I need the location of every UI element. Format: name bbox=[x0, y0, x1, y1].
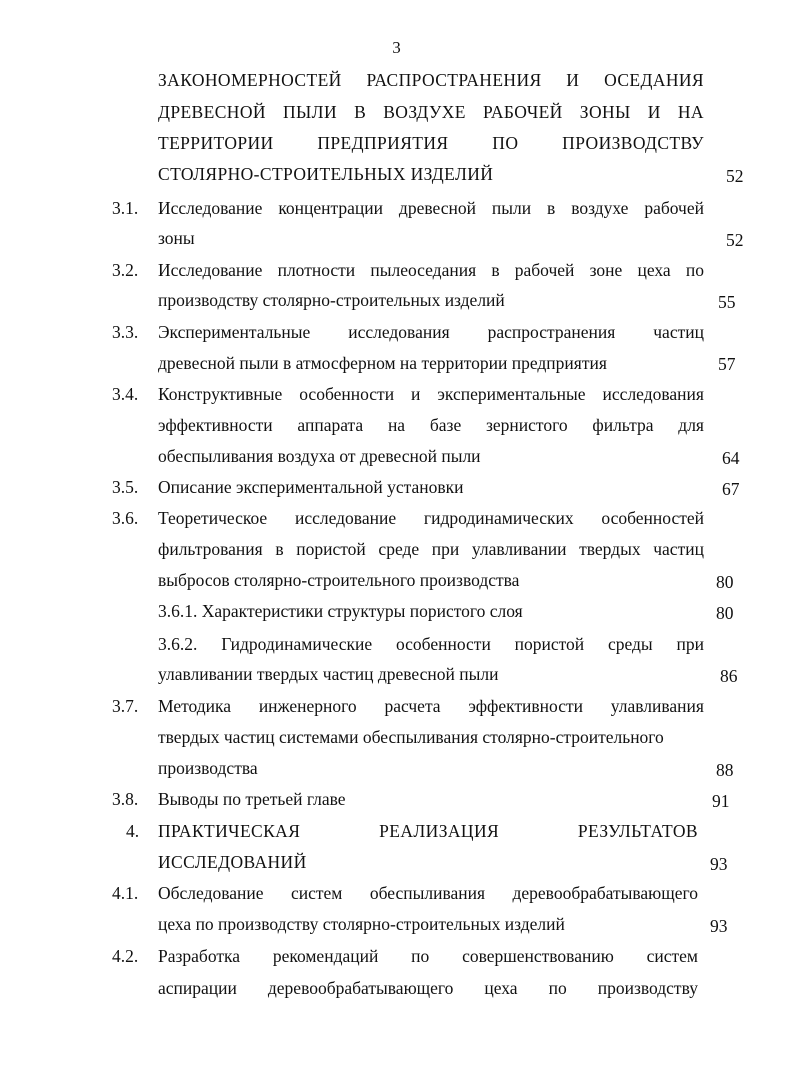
word: инженерного bbox=[258, 696, 357, 716]
page-ref: 93 bbox=[710, 916, 728, 936]
s3-1-line2: зоны bbox=[158, 228, 195, 248]
word: эффективности bbox=[158, 415, 273, 435]
word: РАСПРОСТРАНЕНИЯ bbox=[366, 70, 542, 90]
word: 3.6.2. bbox=[158, 634, 198, 654]
word: и bbox=[411, 384, 421, 404]
word: аппарата bbox=[297, 415, 364, 435]
s3-1-line1 bbox=[158, 198, 704, 218]
word: особенности bbox=[299, 384, 395, 404]
word: Исследование bbox=[158, 198, 263, 218]
word: ЗОНЫ bbox=[579, 102, 631, 122]
ch3-title-line1 bbox=[158, 70, 704, 90]
word: твердых bbox=[579, 539, 641, 559]
word: Методика bbox=[158, 696, 232, 716]
section-number: 3.7. bbox=[112, 696, 139, 716]
word: производству bbox=[597, 978, 698, 998]
word: ВОЗДУХЕ bbox=[383, 102, 466, 122]
word: аспирации bbox=[158, 978, 237, 998]
word: плотности bbox=[277, 260, 356, 280]
s3-2-line1 bbox=[158, 260, 704, 280]
page-ref: 80 bbox=[716, 572, 734, 592]
word: систем bbox=[290, 883, 343, 903]
section-number: 4.1. bbox=[112, 883, 139, 903]
word: ПРАКТИЧЕСКАЯ bbox=[158, 821, 301, 841]
word: зернистого bbox=[486, 415, 568, 435]
word: улавливания bbox=[610, 696, 704, 716]
word: в bbox=[547, 198, 556, 218]
word: улавливании bbox=[471, 539, 567, 559]
word: И bbox=[566, 70, 580, 90]
s3-6-line1 bbox=[158, 508, 704, 528]
word: цеха bbox=[637, 260, 671, 280]
word: для bbox=[678, 415, 704, 435]
word: деревообрабатывающего bbox=[512, 883, 698, 903]
s4-2-line1 bbox=[158, 946, 698, 966]
word: ПРЕДПРИЯТИЯ bbox=[317, 133, 449, 153]
word: пыли bbox=[491, 198, 532, 218]
section-number: 4.2. bbox=[112, 946, 139, 966]
word: ТЕРРИТОРИИ bbox=[158, 133, 274, 153]
word: Исследование bbox=[158, 260, 263, 280]
ch4-line2: ИССЛЕДОВАНИЙ bbox=[158, 852, 307, 872]
word: исследования bbox=[348, 322, 450, 342]
word: фильтра bbox=[592, 415, 654, 435]
word: по bbox=[685, 260, 704, 280]
word: при bbox=[431, 539, 460, 559]
word: Теоретическое bbox=[158, 508, 268, 528]
page-ref: 57 bbox=[718, 354, 736, 374]
word: ПЫЛИ bbox=[282, 102, 337, 122]
word: базе bbox=[429, 415, 462, 435]
word: среды bbox=[607, 634, 653, 654]
word: Разработка bbox=[158, 946, 241, 966]
s3-7-line2: твердых частиц системами обеспыливания столярно-строительного bbox=[158, 727, 664, 747]
word: зоне bbox=[589, 260, 623, 280]
page-ref: 91 bbox=[712, 791, 730, 811]
page-ref: 52 bbox=[726, 166, 744, 186]
page-ref: 93 bbox=[710, 854, 728, 874]
word: совершенствованию bbox=[462, 946, 614, 966]
word: в bbox=[491, 260, 500, 280]
word: И bbox=[647, 102, 661, 122]
word: эффективности bbox=[468, 696, 583, 716]
ch4-line1 bbox=[158, 821, 698, 841]
s3-8-line1: Выводы по третьей главе bbox=[158, 789, 346, 809]
s3-3-line2: древесной пыли в атмосферном на территории предприятия bbox=[158, 353, 607, 373]
word: концентрации bbox=[278, 198, 384, 218]
word: воздухе bbox=[571, 198, 629, 218]
page-ref: 80 bbox=[716, 603, 734, 623]
word: В bbox=[354, 102, 367, 122]
s3-4-line1 bbox=[158, 384, 704, 404]
ch3-title-line4: СТОЛЯРНО-СТРОИТЕЛЬНЫХ ИЗДЕЛИЙ bbox=[158, 164, 494, 184]
word: гидродинамических bbox=[423, 508, 574, 528]
word: НА bbox=[677, 102, 704, 122]
ch3-title-line2 bbox=[158, 102, 704, 122]
word: рабочей bbox=[514, 260, 575, 280]
section-number: 3.1. bbox=[112, 198, 139, 218]
word: исследования bbox=[602, 384, 704, 404]
word: РАБОЧЕЙ bbox=[482, 102, 563, 122]
word: расчета bbox=[384, 696, 441, 716]
section-number: 3.4. bbox=[112, 384, 139, 404]
word: обеспыливания bbox=[369, 883, 486, 903]
section-number: 3.3. bbox=[112, 322, 139, 342]
word: особенностей bbox=[601, 508, 704, 528]
s3-6-2-line1 bbox=[158, 634, 704, 654]
word: в bbox=[275, 539, 284, 559]
word: частиц bbox=[653, 539, 704, 559]
word: РЕЗУЛЬТАТОВ bbox=[577, 821, 698, 841]
word: Обследование bbox=[158, 883, 264, 903]
word: Экспериментальные bbox=[158, 322, 311, 342]
section-number: 3.5. bbox=[112, 477, 139, 497]
s4-2-line2 bbox=[158, 978, 698, 998]
word: древесной bbox=[398, 198, 476, 218]
word: пористой bbox=[296, 539, 366, 559]
word: на bbox=[387, 415, 406, 435]
s3-4-line2 bbox=[158, 415, 704, 435]
s4-1-line1 bbox=[158, 883, 698, 903]
section-number: 4. bbox=[126, 821, 140, 841]
s3-6-2-line2: улавливании твердых частиц древесной пыли bbox=[158, 664, 499, 684]
word: РЕАЛИЗАЦИЯ bbox=[379, 821, 500, 841]
word: ЗАКОНОМЕРНОСТЕЙ bbox=[158, 70, 342, 90]
section-number: 3.8. bbox=[112, 789, 139, 809]
s3-3-line1 bbox=[158, 322, 704, 342]
word: пористой bbox=[514, 634, 585, 654]
s3-2-line2: производству столярно-строительных изделий bbox=[158, 290, 505, 310]
word: Гидродинамические bbox=[221, 634, 373, 654]
page-ref: 55 bbox=[718, 292, 736, 312]
word: ПО bbox=[492, 133, 519, 153]
word: фильтрования bbox=[158, 539, 263, 559]
s3-6-line3: выбросов столярно-строительного производства bbox=[158, 570, 520, 590]
word: ОСЕДАНИЯ bbox=[604, 70, 704, 90]
word: частиц bbox=[653, 322, 704, 342]
s3-4-line3: обеспыливания воздуха от древесной пыли bbox=[158, 446, 481, 466]
word: исследование bbox=[294, 508, 397, 528]
word: по bbox=[548, 978, 567, 998]
page-number: 3 bbox=[392, 38, 401, 57]
section-number: 3.6. bbox=[112, 508, 139, 528]
word: экспериментальные bbox=[437, 384, 586, 404]
page-ref: 52 bbox=[726, 230, 744, 250]
s3-7-line3: производства bbox=[158, 758, 258, 778]
word: по bbox=[411, 946, 430, 966]
word: систем bbox=[646, 946, 698, 966]
word: цеха bbox=[484, 978, 518, 998]
ch3-title-line3 bbox=[158, 133, 704, 153]
word: рекомендаций bbox=[272, 946, 379, 966]
word: распространения bbox=[487, 322, 616, 342]
page-ref: 86 bbox=[720, 666, 738, 686]
word: рабочей bbox=[644, 198, 704, 218]
s3-6-line2 bbox=[158, 539, 704, 559]
word: ДРЕВЕСНОЙ bbox=[158, 102, 266, 122]
s3-7-line1 bbox=[158, 696, 704, 716]
page-ref: 67 bbox=[722, 479, 740, 499]
word: Конструктивные bbox=[158, 384, 283, 404]
word: при bbox=[676, 634, 704, 654]
page-ref: 64 bbox=[722, 448, 740, 468]
word: деревообрабатывающего bbox=[267, 978, 454, 998]
word: особенности bbox=[395, 634, 491, 654]
word: ПРОИЗВОДСТВУ bbox=[562, 133, 704, 153]
section-number: 3.2. bbox=[112, 260, 139, 280]
s3-5-line1: Описание экспериментальной установки bbox=[158, 477, 464, 497]
s4-1-line2: цеха по производству столярно-строительных изделий bbox=[158, 914, 565, 934]
word: пылеоседания bbox=[370, 260, 477, 280]
s3-6-1-line1: 3.6.1. Характеристики структуры пористого слоя bbox=[158, 601, 523, 621]
page-ref: 88 bbox=[716, 760, 734, 780]
word: среде bbox=[378, 539, 420, 559]
